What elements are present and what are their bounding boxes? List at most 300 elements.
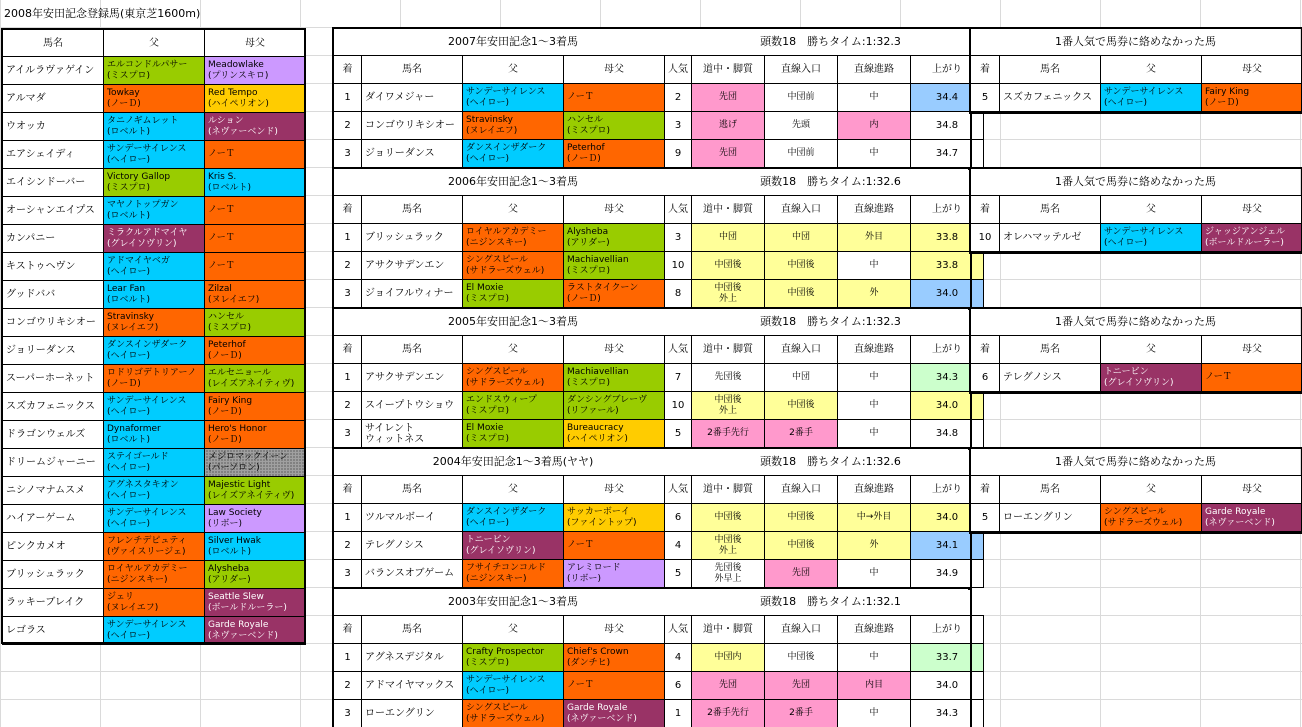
reg-row (3, 337, 306, 365)
race-header-cell: 馬名 (362, 196, 463, 224)
side-row (971, 84, 1302, 112)
reg-damsire: Kris S. (ロベルト) (205, 169, 306, 197)
race-header-cell: 馬名 (362, 616, 463, 644)
reg-sire: Lear Fan (ロベルト) (104, 281, 205, 309)
side-header-cell: 父 (1101, 476, 1202, 504)
sire: ダンスインザダーク (ヘイロー) (463, 140, 564, 168)
sire: シングスピール (サドラーズウェル) (463, 252, 564, 280)
race-header-cell: 着 (334, 56, 362, 84)
reg-damsire: ノーＴ (205, 253, 306, 281)
running-style: 中団後 外上 (692, 392, 765, 420)
reg-horse-name: ウオッカ (3, 113, 104, 141)
reg-row (3, 197, 306, 225)
side-header-cell: 母父 (1202, 196, 1302, 224)
reg-damsire: ノーＴ (205, 197, 306, 225)
race-header-cell: 母父 (564, 196, 665, 224)
race-header-cell: 父 (463, 476, 564, 504)
race-header-cell: 直線進路 (838, 336, 911, 364)
race-header-cell: 道中・脚質 (692, 476, 765, 504)
reg-horse-name: コンゴウリキシオー (3, 309, 104, 337)
reg-sire: Victory Gallop (ミスプロ) (104, 169, 205, 197)
running-style: 中団 (692, 224, 765, 252)
sire: サンデーサイレンス (ヘイロー) (463, 672, 564, 700)
reg-header-cell: 母父 (205, 30, 306, 57)
sire: トニービン (グレイソヴリン) (1101, 364, 1202, 392)
reg-damsire: エルセニョール (レイズアネイティヴ) (205, 365, 306, 393)
race-header-cell: 父 (463, 336, 564, 364)
reg-row (3, 421, 306, 449)
straight-entry: 先頭 (765, 112, 838, 140)
last-3f-time: 34.4 (911, 84, 984, 112)
straight-entry: 2番手 (765, 420, 838, 448)
race-row (334, 700, 984, 727)
horse-name: バランスオブゲーム (362, 560, 463, 588)
race-header-cell: 父 (463, 196, 564, 224)
reg-horse-name: オーシャンエイプス (3, 197, 104, 225)
reg-row (3, 57, 306, 85)
race-header-cell: 人気 (665, 616, 692, 644)
reg-horse-name: ドリームジャーニー (3, 449, 104, 477)
finish-position: 1 (334, 224, 362, 252)
reg-horse-name: ドラゴンウェルズ (3, 421, 104, 449)
last-3f-time: 34.0 (911, 504, 984, 532)
reg-damsire: Red Tempo (ハイペリオン) (205, 85, 306, 113)
reg-sire: Stravinsky (ヌレイエフ) (104, 309, 205, 337)
race-header-cell: 直線入口 (765, 336, 838, 364)
side-header-cell: 母父 (1202, 476, 1302, 504)
reg-row (3, 505, 306, 533)
reg-row (3, 561, 306, 589)
race-header-cell: 着 (334, 616, 362, 644)
race-header-cell: 上がり (911, 56, 984, 84)
damsire: ハンセル (ミスプロ) (564, 112, 665, 140)
race-row (334, 252, 984, 280)
race-header-cell: 母父 (564, 616, 665, 644)
race-header-cell: 馬名 (362, 56, 463, 84)
reg-sire: フレンチデピュティ (ヴァイスリージェ) (104, 533, 205, 561)
race-header-cell: 直線進路 (838, 196, 911, 224)
race-row (334, 140, 984, 168)
side-header-cell: 馬名 (1000, 476, 1101, 504)
race-row (334, 672, 984, 700)
reg-sire: ステイゴールド (ヘイロー) (104, 449, 205, 477)
reg-horse-name: キストゥヘヴン (3, 253, 104, 281)
side-header-cell: 父 (1101, 336, 1202, 364)
race-header-cell: 直線進路 (838, 56, 911, 84)
last-3f-time: 33.7 (911, 644, 984, 672)
finish-position: 10 (971, 224, 1000, 252)
damsire: ジャッジアンジェル (ボールドルーラー) (1202, 224, 1302, 252)
sire: サンデーサイレンス (ヘイロー) (1101, 224, 1202, 252)
finish-position: 3 (334, 560, 362, 588)
last-3f-time: 34.7 (911, 140, 984, 168)
straight-path: 外 (838, 532, 911, 560)
side-title: 1番人気で馬券に絡めなかった馬 (971, 448, 1300, 476)
damsire: ダンシングブレーヴ (リファール) (564, 392, 665, 420)
race-row (334, 532, 984, 560)
side-header-cell: 父 (1101, 196, 1202, 224)
sire: フサイチコンコルド (ニジンスキー) (463, 560, 564, 588)
reg-horse-name: カンパニー (3, 225, 104, 253)
race-header-cell: 道中・脚質 (692, 616, 765, 644)
reg-header-cell: 馬名 (3, 30, 104, 57)
finish-position: 3 (334, 280, 362, 308)
sire: シングスピール (サドラーズウェル) (463, 700, 564, 727)
reg-row (3, 225, 306, 253)
side-header-cell: 着 (971, 196, 1000, 224)
reg-row (3, 309, 306, 337)
last-3f-time: 34.9 (911, 560, 984, 588)
damsire: Alysheba (アリダー) (564, 224, 665, 252)
straight-path: 中 (838, 420, 911, 448)
damsire: Garde Royale (ネヴァーベンド) (564, 700, 665, 727)
horse-name: アサクサデンエン (362, 252, 463, 280)
straight-entry: 中団後 (765, 252, 838, 280)
horse-name: スイープトウショウ (362, 392, 463, 420)
reg-row (3, 365, 306, 393)
race-header-cell: 父 (463, 56, 564, 84)
last-3f-time: 33.8 (911, 224, 984, 252)
straight-entry: 中団後 (765, 280, 838, 308)
reg-row (3, 449, 306, 477)
side-title: 1番人気で馬券に絡めなかった馬 (971, 28, 1300, 56)
straight-entry: 先団 (765, 560, 838, 588)
damsire: ノーＴ (1202, 364, 1302, 392)
horse-name: オレハマッテルゼ (1000, 224, 1101, 252)
running-style: 2番手先行 (692, 700, 765, 727)
reg-sire: アグネスタキオン (ヘイロー) (104, 477, 205, 505)
race-title: 2007年安田記念1～3着馬 (333, 28, 693, 56)
running-style: 2番手先行 (692, 420, 765, 448)
reg-sire: サンデーサイレンス (ヘイロー) (104, 617, 205, 645)
race-header-cell: 馬名 (362, 336, 463, 364)
race-header-cell: 直線入口 (765, 56, 838, 84)
reg-sire: アドマイヤベガ (ヘイロー) (104, 253, 205, 281)
finish-position: 2 (334, 252, 362, 280)
race-title: 2004年安田記念1～3着馬(ヤヤ) (333, 448, 693, 476)
horse-name: テレグノシス (1000, 364, 1101, 392)
race-header-cell: 人気 (665, 56, 692, 84)
race-header-cell: 馬名 (362, 476, 463, 504)
race-row (334, 560, 984, 588)
reg-row (3, 281, 306, 309)
running-style: 中団後 (692, 504, 765, 532)
finish-position: 1 (334, 84, 362, 112)
popularity: 10 (665, 392, 692, 420)
horse-name: アサクサデンエン (362, 364, 463, 392)
reg-row (3, 85, 306, 113)
horse-name: アドマイヤマックス (362, 672, 463, 700)
straight-entry: 中団後 (765, 644, 838, 672)
popularity: 5 (665, 560, 692, 588)
race-info: 頭数18 勝ちタイム:1:32.6 (693, 168, 968, 196)
reg-row (3, 533, 306, 561)
damsire: Bureaucracy (ハイペリオン) (564, 420, 665, 448)
straight-path: 内 (838, 112, 911, 140)
straight-entry: 中団前 (765, 84, 838, 112)
race-table (333, 335, 984, 448)
sire: サンデーサイレンス (ヘイロー) (463, 84, 564, 112)
reg-horse-name: ニシノマナムスメ (3, 477, 104, 505)
straight-path: 中 (838, 252, 911, 280)
side-header-cell: 馬名 (1000, 336, 1101, 364)
reg-damsire: Majestic Light (レイズアネイティヴ) (205, 477, 306, 505)
race-header-cell: 父 (463, 616, 564, 644)
reg-sire: サンデーサイレンス (ヘイロー) (104, 393, 205, 421)
last-3f-time: 34.8 (911, 112, 984, 140)
race-table (333, 55, 984, 168)
reg-sire: マヤノトップガン (ロベルト) (104, 197, 205, 225)
race-info: 頭数18 勝ちタイム:1:32.3 (693, 28, 968, 56)
reg-horse-name: エアシェイディ (3, 141, 104, 169)
race-table (333, 615, 984, 727)
race-title: 2006年安田記念1～3着馬 (333, 168, 693, 196)
race-header-cell: 直線進路 (838, 616, 911, 644)
race-header-cell: 母父 (564, 476, 665, 504)
sire: エンドスウィープ (ミスプロ) (463, 392, 564, 420)
last-3f-time: 34.3 (911, 364, 984, 392)
damsire: Machiavellian (ミスプロ) (564, 252, 665, 280)
straight-path: 中 (838, 84, 911, 112)
damsire: ノーＴ (564, 672, 665, 700)
race-header-cell: 着 (334, 196, 362, 224)
sire: ロイヤルアカデミー (ニジンスキー) (463, 224, 564, 252)
reg-horse-name: スズカフェニックス (3, 393, 104, 421)
favorite-table (970, 195, 1302, 252)
finish-position: 3 (334, 420, 362, 448)
finish-position: 5 (971, 84, 1000, 112)
popularity: 2 (665, 84, 692, 112)
last-3f-time: 34.0 (911, 280, 984, 308)
reg-sire: ダンスインザダーク (ヘイロー) (104, 337, 205, 365)
straight-path: 内目 (838, 672, 911, 700)
horse-name: ブリッシュラック (362, 224, 463, 252)
popularity: 6 (665, 504, 692, 532)
running-style: 先団 (692, 140, 765, 168)
side-row (971, 504, 1302, 532)
reg-sire: エルコンドルパサー (ミスプロ) (104, 57, 205, 85)
reg-damsire: ルション (ネヴァーベンド) (205, 113, 306, 141)
straight-entry: 中団後 (765, 504, 838, 532)
last-3f-time: 34.8 (911, 420, 984, 448)
reg-horse-name: ジョリーダンス (3, 337, 104, 365)
straight-path: 外 (838, 280, 911, 308)
finish-position: 2 (334, 112, 362, 140)
sire: ダンスインザダーク (ヘイロー) (463, 504, 564, 532)
race-info: 頭数18 勝ちタイム:1:32.3 (693, 308, 968, 336)
side-header-cell: 母父 (1202, 56, 1302, 84)
popularity: 6 (665, 672, 692, 700)
race-header-cell: 直線進路 (838, 476, 911, 504)
straight-path: 中→外目 (838, 504, 911, 532)
reg-row (3, 477, 306, 505)
favorite-table (970, 335, 1302, 392)
reg-damsire: Silver Hwak (ロベルト) (205, 533, 306, 561)
race-header-cell: 直線入口 (765, 196, 838, 224)
horse-name: アグネスデジタル (362, 644, 463, 672)
side-row (971, 364, 1302, 392)
running-style: 中団後 外上 (692, 532, 765, 560)
race-header-cell: 道中・脚質 (692, 56, 765, 84)
race-title: 2003年安田記念1～3着馬 (333, 588, 693, 616)
race-header-cell: 直線入口 (765, 616, 838, 644)
race-header-cell: 直線入口 (765, 476, 838, 504)
horse-name: スズカフェニックス (1000, 84, 1101, 112)
straight-entry: 2番手 (765, 700, 838, 727)
race-row (334, 644, 984, 672)
reg-damsire: Alysheba (アリダー) (205, 561, 306, 589)
race-table (333, 195, 984, 308)
reg-sire: Towkay (ノーＤ) (104, 85, 205, 113)
running-style: 逃げ (692, 112, 765, 140)
horse-name: ローエングリン (1000, 504, 1101, 532)
reg-damsire: Zilzal (ヌレイエフ) (205, 281, 306, 309)
race-header-cell: 母父 (564, 56, 665, 84)
finish-position: 1 (334, 504, 362, 532)
reg-row (3, 113, 306, 141)
reg-horse-name: ピンクカメオ (3, 533, 104, 561)
popularity: 10 (665, 252, 692, 280)
reg-header-cell: 父 (104, 30, 205, 57)
straight-path: 中 (838, 560, 911, 588)
horse-name: ツルマルボーイ (362, 504, 463, 532)
reg-damsire: ノーＴ (205, 141, 306, 169)
popularity: 4 (665, 532, 692, 560)
damsire: ノーＴ (564, 84, 665, 112)
straight-path: 外目 (838, 224, 911, 252)
damsire: アレミロード (リボー) (564, 560, 665, 588)
race-info: 頭数18 勝ちタイム:1:32.1 (693, 588, 968, 616)
race-header-cell: 人気 (665, 336, 692, 364)
race-title: 2005年安田記念1～3着馬 (333, 308, 693, 336)
straight-path: 中 (838, 644, 911, 672)
race-header-cell: 道中・脚質 (692, 336, 765, 364)
reg-horse-name: アイルラヴァゲイン (3, 57, 104, 85)
sire: Crafty Prospector (ミスプロ) (463, 644, 564, 672)
reg-sire: ジェリ (ヌレイエフ) (104, 589, 205, 617)
finish-position: 3 (334, 140, 362, 168)
running-style: 先団後 外早上 (692, 560, 765, 588)
favorite-table (970, 55, 1302, 112)
popularity: 8 (665, 280, 692, 308)
race-row (334, 84, 984, 112)
straight-entry: 中団 (765, 364, 838, 392)
race-header-cell: 人気 (665, 196, 692, 224)
race-header-cell: 着 (334, 476, 362, 504)
race-row (334, 504, 984, 532)
race-row (334, 112, 984, 140)
race-header-cell: 母父 (564, 336, 665, 364)
reg-row (3, 141, 306, 169)
favorite-table (970, 475, 1302, 532)
reg-row (3, 253, 306, 281)
popularity: 5 (665, 420, 692, 448)
popularity: 3 (665, 224, 692, 252)
horse-name: コンゴウリキシオー (362, 112, 463, 140)
reg-damsire: Law Society (リボー) (205, 505, 306, 533)
side-header-cell: 父 (1101, 56, 1202, 84)
sire: Stravinsky (ヌレイエフ) (463, 112, 564, 140)
reg-horse-name: レゴラス (3, 617, 104, 645)
reg-horse-name: ハイアーゲーム (3, 505, 104, 533)
sire: シングスピール (サドラーズウェル) (1101, 504, 1202, 532)
horse-name: サイレント ウィットネス (362, 420, 463, 448)
side-header-cell: 馬名 (1000, 196, 1101, 224)
side-header-cell: 着 (971, 336, 1000, 364)
reg-damsire: ハンセル (ミスプロ) (205, 309, 306, 337)
race-header-cell: 道中・脚質 (692, 196, 765, 224)
damsire: Machiavellian (ミスプロ) (564, 364, 665, 392)
reg-sire: ロドリゴデトリアーノ (ノーＤ) (104, 365, 205, 393)
finish-position: 1 (334, 644, 362, 672)
last-3f-time: 34.0 (911, 672, 984, 700)
reg-row (3, 617, 306, 645)
horse-name: ダイワメジャー (362, 84, 463, 112)
straight-entry: 中団前 (765, 140, 838, 168)
running-style: 中団後 (692, 252, 765, 280)
horse-name: テレグノシス (362, 532, 463, 560)
horse-name: ローエングリン (362, 700, 463, 727)
running-style: 先団後 (692, 364, 765, 392)
reg-horse-name: グッドババ (3, 281, 104, 309)
last-3f-time: 33.8 (911, 252, 984, 280)
popularity: 9 (665, 140, 692, 168)
reg-sire: サンデーサイレンス (ヘイロー) (104, 505, 205, 533)
reg-horse-name: スーパーホーネット (3, 365, 104, 393)
sire: トニービン (グレイソヴリン) (463, 532, 564, 560)
straight-entry: 中団後 (765, 532, 838, 560)
reg-sire: ミラクルアドマイヤ (グレイソヴリン) (104, 225, 205, 253)
registration-table (2, 29, 306, 645)
running-style: 中団後 外上 (692, 280, 765, 308)
reg-sire: Dynaformer (ロベルト) (104, 421, 205, 449)
last-3f-time: 34.3 (911, 700, 984, 727)
reg-horse-name: ラッキーブレイク (3, 589, 104, 617)
last-3f-time: 34.0 (911, 392, 984, 420)
race-header-cell: 人気 (665, 476, 692, 504)
reg-horse-name: ブリッシュラック (3, 561, 104, 589)
race-header-cell: 上がり (911, 196, 984, 224)
reg-damsire: Hero's Honor (ノーＤ) (205, 421, 306, 449)
running-style: 中団内 (692, 644, 765, 672)
damsire: Garde Royale (ネヴァーベンド) (1202, 504, 1302, 532)
popularity: 3 (665, 112, 692, 140)
finish-position: 2 (334, 532, 362, 560)
race-row (334, 392, 984, 420)
race-row (334, 420, 984, 448)
side-header-cell: 着 (971, 476, 1000, 504)
race-row (334, 364, 984, 392)
horse-name: ジョイフルウィナー (362, 280, 463, 308)
reg-sire: サンデーサイレンス (ヘイロー) (104, 141, 205, 169)
reg-damsire: Peterhof (ノーＤ) (205, 337, 306, 365)
race-header-cell: 上がり (911, 476, 984, 504)
side-title: 1番人気で馬券に絡めなかった馬 (971, 168, 1300, 196)
reg-damsire: Seattle Slew (ボールドルーラー) (205, 589, 306, 617)
sheet-title: 2008年安田記念登録馬(東京芝1600m) (4, 7, 201, 20)
race-header-cell: 上がり (911, 616, 984, 644)
side-header-cell: 母父 (1202, 336, 1302, 364)
reg-row (3, 393, 306, 421)
race-row (334, 280, 984, 308)
reg-damsire: Fairy King (ノーＤ) (205, 393, 306, 421)
running-style: 先団 (692, 84, 765, 112)
race-table (333, 475, 984, 588)
straight-entry: 先団 (765, 672, 838, 700)
side-header-cell: 馬名 (1000, 56, 1101, 84)
popularity: 1 (665, 700, 692, 727)
race-row (334, 224, 984, 252)
